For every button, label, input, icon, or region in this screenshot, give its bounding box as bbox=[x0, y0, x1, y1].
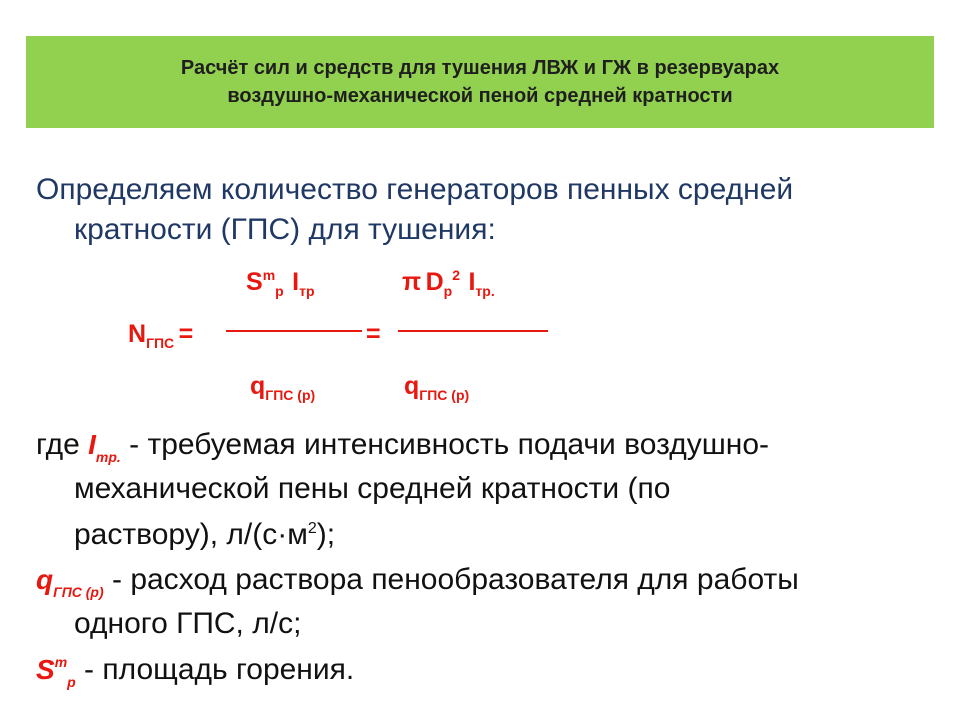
title-banner bbox=[26, 36, 934, 128]
area-subscript: р bbox=[275, 283, 284, 299]
intensity-definition-line-3: раствору), $л/(с\cdot м^2)$; bbox=[74, 518, 336, 551]
definition-area bbox=[36, 650, 926, 694]
pi-symbol: π bbox=[402, 268, 422, 296]
fraction-bar-1 bbox=[226, 330, 362, 332]
intro-text bbox=[36, 170, 926, 250]
formula-denominator-2 bbox=[404, 372, 469, 401]
intensity-subscript: тр bbox=[299, 283, 315, 299]
intensity-definition-line-2: механической пены средней кратности (по bbox=[74, 472, 671, 505]
title-line-2: воздушно-механической пеной средней кратности bbox=[227, 85, 733, 107]
flow-term: $q_{ГПС (р)}$ bbox=[36, 564, 104, 600]
flow-subscript-2: ГПС (р) bbox=[419, 387, 470, 403]
diameter-superscript: 2 bbox=[452, 267, 461, 283]
intro-line-1: Определяем количество генераторов пенных средней bbox=[36, 173, 794, 206]
area-symbol: S bbox=[246, 268, 263, 296]
formula-equals-2: = bbox=[366, 320, 381, 348]
formula-numerator-1 bbox=[246, 268, 315, 297]
intro-line-2: кратности (ГПС) для тушения: bbox=[74, 213, 496, 246]
area-superscript: m bbox=[262, 267, 276, 283]
intensity-symbol: I bbox=[292, 268, 300, 296]
unit-superscript: 2 bbox=[307, 520, 317, 537]
flow-symbol-2: q bbox=[404, 372, 420, 400]
formula-lhs bbox=[128, 320, 193, 349]
formula-lhs-subscript: ГПС bbox=[146, 335, 175, 351]
formula-denominator-1 bbox=[250, 372, 315, 401]
flow-symbol: q bbox=[250, 372, 266, 400]
fraction-bar-2 bbox=[398, 330, 548, 332]
definition-prefix: где bbox=[36, 428, 89, 461]
intensity-subscript-2: тр. bbox=[475, 283, 495, 299]
intensity-term: $I_{тр.}$ bbox=[88, 429, 121, 465]
intensity-symbol-2: I bbox=[468, 268, 476, 296]
flow-definition-line-1: - расход раствора пенообразователя для работы bbox=[103, 563, 799, 596]
area-term: $S^m_р$ bbox=[36, 654, 76, 690]
formula-equals-1: = bbox=[178, 320, 194, 348]
definition-intensity bbox=[36, 425, 926, 555]
flow-definition-line-2: одного ГПС, л/с; bbox=[74, 607, 302, 640]
diameter-symbol: D bbox=[425, 268, 444, 296]
area-definition: - площадь горения. bbox=[75, 653, 355, 686]
title-line-1: Расчёт сил и средств для тушения ЛВЖ и ГЖ в резервуарах bbox=[180, 57, 780, 79]
diameter-subscript: р bbox=[443, 283, 453, 299]
intensity-definition-line-1: - требуемая интенсивность подачи воздушно- bbox=[120, 428, 770, 461]
definition-flow bbox=[36, 560, 926, 644]
formula-numerator-2 bbox=[402, 268, 495, 297]
flow-subscript: ГПС (р) bbox=[265, 387, 316, 403]
formula-lhs-symbol: N bbox=[128, 320, 147, 348]
